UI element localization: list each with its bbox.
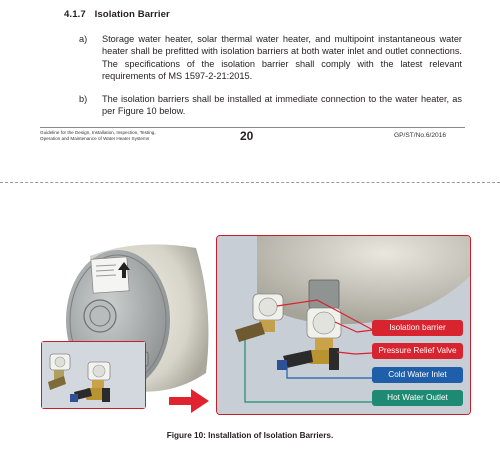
inset-left-fittings: [42, 342, 145, 408]
footer-reference: GP/ST/No.6/2016: [394, 132, 447, 139]
clause-b-text: The isolation barriers shall be installed at immediate connection to the water heater, as per Figure 10 below.: [102, 94, 462, 117]
inset-left-frame: [41, 341, 146, 409]
footer-page-number: 20: [240, 129, 254, 143]
section-number: 4.1.7: [64, 9, 86, 20]
callout-isolation-barrier: Isolation barrier: [372, 320, 463, 336]
clause-a: [80, 33, 462, 83]
clause-a-label: a): [79, 34, 88, 44]
figure-10: [0, 200, 500, 463]
section-heading: [64, 9, 170, 20]
footer-divider: [40, 127, 465, 128]
footer-guideline-line1: Guideline for the Design, Installation, Inspection, Testing,: [40, 130, 156, 135]
footer-guideline-line2: Operation and Maintenance of Water Heater Systems: [40, 136, 150, 141]
clause-a-text: Storage water heater, solar thermal water heater, and multipoint instantaneous water heater shall be prefitted with isolation barriers at both water inlet and outlet connections. The specifications of the isolation barrier shall comply with the latest relevant requirements of MS 1597-2-21:2015.: [102, 34, 462, 82]
clause-b-label: b): [79, 94, 88, 104]
callout-pressure-relief-valve: Pressure Relief Valve: [372, 343, 463, 359]
section-title: Isolation Barrier: [94, 9, 170, 20]
footer-guideline: [40, 130, 156, 142]
clause-b: [80, 93, 462, 118]
figure-caption: Figure 10: Installation of Isolation Barriers.: [166, 431, 334, 440]
callout-cold-water-inlet: Cold Water Inlet: [372, 367, 463, 383]
page-break-divider: [0, 182, 500, 183]
callout-hot-water-outlet: Hot Water Outlet: [372, 390, 463, 406]
arrow-right-icon: [169, 389, 209, 413]
